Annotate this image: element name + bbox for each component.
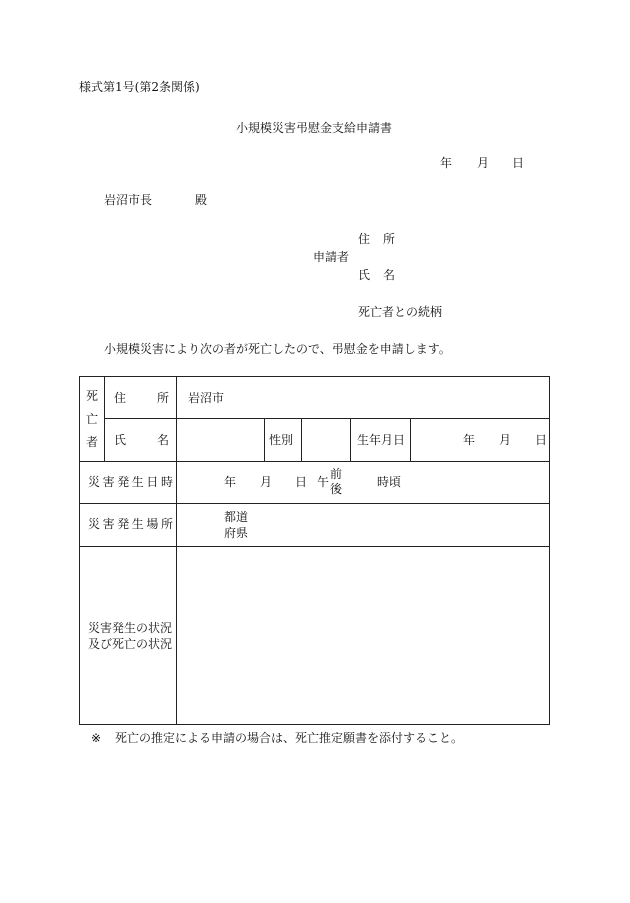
note-mark: ※ <box>91 731 102 745</box>
disaster-place-text: 災害発生場所 <box>88 517 176 531</box>
situation-label-1: 災害発生の状況 <box>88 621 173 635</box>
dt-month-label: 月 <box>260 475 273 489</box>
deceased-address-value: 岩沼市 <box>188 391 225 405</box>
applicant-address-label-1: 住 <box>358 232 371 246</box>
birthdate-label: 生年月日 <box>357 433 406 447</box>
deceased-label-2: 亡 <box>86 412 99 426</box>
table-line <box>264 418 265 461</box>
table-line <box>80 546 550 547</box>
dt-day-label: 日 <box>295 475 308 489</box>
application-statement: 小規模災害により次の者が死亡したので、弔慰金を申請します。 <box>104 342 451 356</box>
table-line <box>80 461 550 462</box>
dt-year-label: 年 <box>224 475 237 489</box>
prefecture-label-1: 都道 <box>224 510 249 524</box>
birth-day-label: 日 <box>535 433 548 447</box>
addressee-honorific: 殿 <box>195 193 208 207</box>
disaster-datetime-label <box>88 475 176 489</box>
table-line <box>350 418 351 461</box>
table-line <box>104 418 550 419</box>
table-line <box>80 503 550 504</box>
birth-month-label: 月 <box>499 433 512 447</box>
applicant-name-label-2: 名 <box>383 268 396 282</box>
deceased-label-1: 死 <box>86 389 99 403</box>
applicant-address-label-2: 所 <box>383 232 396 246</box>
form-number: 様式第1号(第2条関係) <box>79 80 200 94</box>
deceased-label-3: 者 <box>86 435 99 449</box>
table-line <box>301 418 302 461</box>
birth-year-label: 年 <box>463 433 476 447</box>
relation-label: 死亡者との続柄 <box>358 305 443 319</box>
deceased-name-label-1: 氏 <box>114 433 127 447</box>
application-form-table <box>79 376 550 725</box>
table-line <box>104 377 105 461</box>
prefecture-label-2: 府県 <box>224 526 249 540</box>
applicant-label: 申請者 <box>313 250 350 264</box>
gender-label: 性別 <box>269 433 294 447</box>
applicant-name-label-1: 氏 <box>358 268 371 282</box>
dt-time-label: 時頃 <box>377 475 402 489</box>
date-year-label: 年 <box>440 156 453 170</box>
deceased-address-label-2: 所 <box>157 391 170 405</box>
table-line <box>410 418 411 461</box>
dt-am-label: 前 <box>330 467 343 481</box>
situation-label-2: 及び死亡の状況 <box>88 637 173 651</box>
document-title: 小規模災害弔慰金支給申請書 <box>236 121 393 135</box>
dt-pm-label: 後 <box>330 482 343 496</box>
disaster-datetime-text: 災害発生日時 <box>88 475 176 489</box>
addressee-name: 岩沼市長 <box>104 193 153 207</box>
table-line <box>176 377 177 725</box>
date-month-label: 月 <box>477 156 490 170</box>
deceased-address-label-1: 住 <box>114 391 127 405</box>
dt-ampm-prefix: 午 <box>317 475 330 489</box>
date-day-label: 日 <box>512 156 525 170</box>
note-text: 死亡の推定による申請の場合は、死亡推定願書を添付すること。 <box>115 731 464 745</box>
disaster-place-label <box>88 517 176 531</box>
deceased-name-label-2: 名 <box>157 433 170 447</box>
